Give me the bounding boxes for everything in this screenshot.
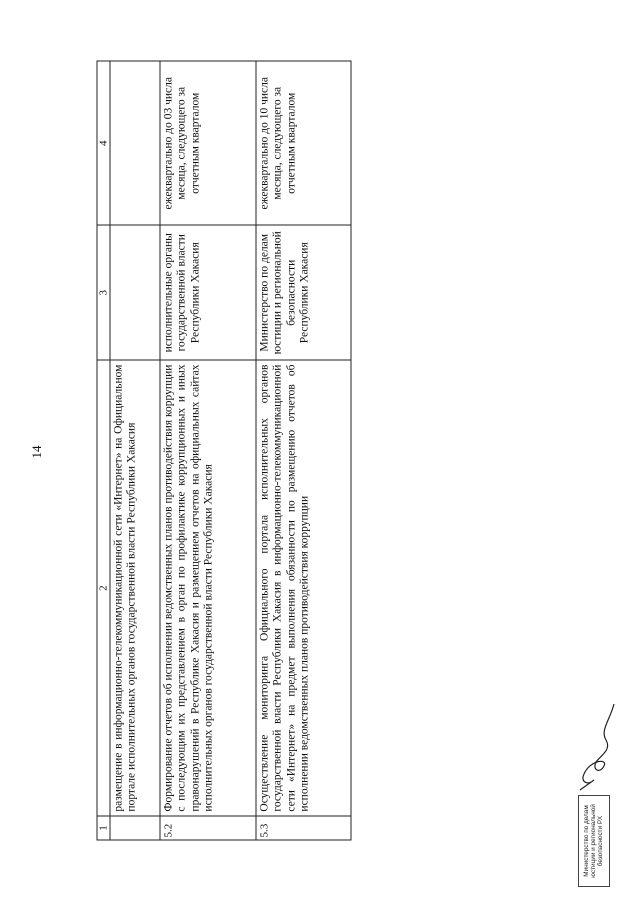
table-row (256, 61, 351, 840)
row-executor: исполнительные органы государственной власти Республики Хакасия (160, 225, 256, 360)
stamp-line: юстиции и региональной (590, 804, 598, 878)
row-number (110, 816, 160, 840)
approval-stamp (578, 795, 610, 887)
header-col-1: 1 (97, 816, 110, 840)
row-deadline: ежеквартально до 03 числа месяца, следующего за отчетным кварталом (160, 61, 256, 225)
page-number: 14 (29, 445, 44, 459)
row-number: 5.2 (160, 816, 256, 840)
header-col-3: 3 (97, 225, 110, 360)
stamp-line: Министерство по делам (583, 805, 591, 877)
table-row (160, 61, 256, 840)
signature (570, 700, 634, 792)
stamp-line: безопасности РХ (597, 815, 605, 867)
header-col-2: 2 (97, 360, 110, 816)
table-row (110, 61, 160, 840)
row-description: Осуществление мониторинга Официального портала исполнительных органов государственной власти Республики Хакасия в информационно-телекоммуникационной сети «Интернет» на предмет выполнения обязанности по размещению отчетов об исполнении ведомственных планов противодействия коррупции (256, 360, 351, 816)
row-executor: Министерство по делам юстиции и региональной безопасности Республики Хакасия (256, 225, 351, 360)
row-number: 5.3 (256, 816, 351, 840)
rotated-table-area (96, 60, 351, 840)
table-header-row (97, 61, 110, 840)
row-executor (110, 225, 160, 360)
header-col-4: 4 (97, 61, 110, 225)
row-description: Формирование отчетов об исполнении ведомственных планов противодействия коррупции с последующим их представлением в орган по профилактике коррупционных и иных правонарушений в Республике Хакасия и размещением отчетов на официальных сайтах исполнительных органов государственной власти Республики Хакасия (160, 360, 256, 816)
row-deadline: ежеквартально до 10 числа месяца, следующего за отчетным кварталом (256, 61, 351, 225)
measures-table (96, 60, 351, 840)
row-deadline (110, 61, 160, 225)
row-description: размещение в информационно-телекоммуникационной сети «Интернет» на Официальном портале исполнительных органов государственной власти Республики Хакасия (110, 360, 160, 816)
